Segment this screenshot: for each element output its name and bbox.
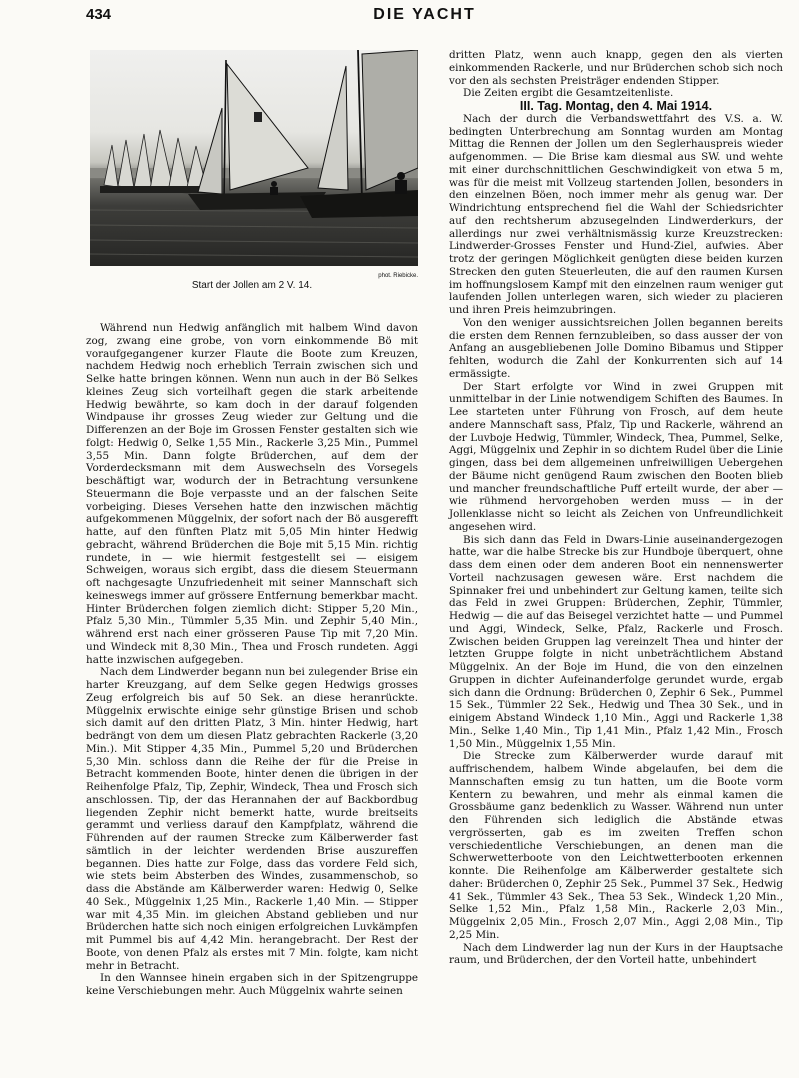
paragraph: Während nun Hedwig anfänglich mit halbem Wind davon zog, zwang eine grobe, von vorn einkommende Bö mit voraufgegangener kurzer Flaute die Boote zum Kreuzen, nachdem Hedwig noch erheblich Terrain zwischen sich und Selke hatte bringen können. Wenn nun auch in der Bö Selkes kleines Zeug sich vorteilhaft gegen die stark arbeitende Hedwig bewährte, so kam doch in der darauf folgenden Windpause ihr grosses Zeug wieder zur Geltung und die Differenzen an der Boje im Grossen Fenster gestalten sich wie folgt: Hedwig 0, Selke 1,55 Min., Rackerle 3,25 Min., Pummel 3,55 Min. Dann folgte Brüderchen, auf dem der Vorderdecksmann mit dem Auswechseln des Vorsegels beschäftigt war, wodurch der in Betrachtung versunkene Steuermann die Boje verpasste und an der falschen Seite vorbeiging. Dieses Versehen hatte den inzwischen mächtig aufgekommenen Müggelnix, der sofort nach der Bö ausgerefft hatte, auf den fünften Platz mit 5,05 Min hinter Hedwig gebracht, während Brüderchen die Boje mit 5,15 Min. richtig rundete, in — wie hiermit festgestellt sei — eisigem Schweigen, woraus sich ergibt, dass die diesem Steuermann oft nachgesagte Unzufriedenheit mit seiner Mannschaft sich keineswegs immer auf grössere Entfernung bemerkbar macht. Hinter Brüderchen folgen ziemlich dicht: Stipper 5,20 Min., Pfalz 5,30 Min., Tümmler 5,35 Min. und Zephir 5,40 Min., während erst nach einer grösseren Pause Tip mit 7,20 Min. und Windeck mit 8,30 Min., Thea und Frosch rundeten. Aggi hatte inzwischen aufgegeben. <box>86 322 418 666</box>
paragraph: Nach der durch die Verbandswettfahrt des V.S. a. W. bedingten Unterbrechung am Sonntag wurden am Montag Mittag die Rennen der Jollen um den Seglerhauspreis wieder aufgenommen. — Die Brise kam diesmal aus SW. und wehte mit einer durchschnittlichen Geschwindigkeit von etwa 5 m, was für die meist mit Vollzeug startenden Jollen, besonders in den einzelnen Böen, noch immer mehr als genug war. Der Windrichtung entsprechend fiel die Wahl der Schiedsrichter auf den rechtsherum abzusegelnden Lindwerderkurs, der allerdings nur zwei verhältnismässig kurze Kreuzstrecken: Lindwerder-Grosses Fenster und Hund-Ziel, aufwies. Aber trotz der geringen Möglichkeit genügten diese beiden kurzen Strecken den guten Steuerleuten, die auf den raumen Kursen im hoffnungslosem Kampf mit den einzelnen raum weniger gut laufenden Jollen unterlegen waren, sich wieder zu placieren und ihren Preis heimzubringen. <box>449 112 783 316</box>
figure-caption: Start der Jollen am 2 V. 14. <box>191 280 313 291</box>
paragraph: Nach dem Lindwerder begann nun bei zulegender Brise ein harter Kreuzgang, auf dem Selke gegen Hedwigs grosses Zeug erfolgreich bis auf 50 Sek. an diese heranrückte. Müggelnix erwischte einige sehr günstige Brisen und schob sich damit auf den dritten Platz, 3 Min. hinter Hedwig, hart bedrängt von dem um diesen Platz gebrachten Rackerle (3,20 Min.). Mit Stipper 4,35 Min., Pummel 5,20 und Brüderchen 5,30 Min. schloss dann die Reihe der für die Preise in Betracht kommenden Boote, hinter denen die übrigen in der Reihenfolge Pfalz, Tip, Zephir, Windeck, Thea und Frosch sich anschlossen. Tip, der das Herannahen der auf Backbordbug liegenden Zephir nicht bemerkt hatte, wurde breitseits gerammt und verliess darauf den Kampfplatz, während die Führenden auf der raumen Strecke zum Kälberwerder fast sämtlich in der leichter werdenden Brise auszureffen begannen. Dies hatte zur Folge, dass das vordere Feld sich, wie stets beim Absterben des Windes, zusammenschob, so dass die Abstände am Kälberwerder waren: Hedwig 0, Selke 40 Sek., Müggelnix 1,25 Min., Rackerle 1,40 Min. — Stipper war mit 4,35 Min. im gleichen Abstand geblieben und nur Brüderchen hatte sich noch einigen erfolgreichen Luvkämpfen mit Pummel bis auf 4,42 Min. herangebracht. Der Rest der Boote, von denen Pfalz als erstes mit 7 Min. folgte, kam nicht mehr in Betracht. <box>86 666 418 972</box>
page-header <box>86 6 763 28</box>
section-heading: III. Tag. Montag, den 4. Mai 1914. <box>519 99 713 113</box>
paragraph: Die Strecke zum Kälberwerder wurde darauf mit auffrischendem, halbem Winde abgelaufen, bei dem die Mannschaften emsig zu tun hatten, um die Boote vorm Kentern zu bewahren, und mehr als einmal kamen die Grossbäume ganz bedenklich zu Wasser. Während nun unter den Führenden sich lediglich die Abstände etwas vergrösserten, gab es im zweiten Treffen schon verschiedentliche Verschiebungen, an denen man die Schwerwetterboote von den Leichtwetterbooten erkennen konnte. Die Reihenfolge am Kälberwerder gestaltete sich daher: Brüderchen 0, Zephir 25 Sek., Pummel 37 Sek., Hedwig 41 Sek., Tümmler 43 Sek., Thea 53 Sek., Windeck 1,20 Min., Selke 1,52 Min., Pfalz 1,58 Min., Rackerle 2,03 Min., Müggelnix 2,05 Min., Frosch 2,07 Min., Aggi 2,08 Min., Tip 2,25 Min. <box>449 750 783 941</box>
running-head: DIE YACHT <box>373 6 476 23</box>
sailboats-illustration <box>90 50 418 266</box>
paragraph: Bis sich dann das Feld in Dwars-Linie auseinandergezogen hatte, war die halbe Strecke bis zur Hundboje überquert, ohne dass dem einen oder dem anderen Boot ein nennenswerter Vorteil nachzusagen gewesen wäre. Erst nachdem die Spinnaker frei und unbehindert zur Geltung kamen, teilte sich das Feld in zwei Gruppen: Brüderchen, Zephir, Tümmler, Hedwig — die auf das Beisegel verzichtet hatte — und Pummel und Aggi, Windeck, Selke, Pfalz, Rackerle und Frosch. Zwischen beiden Gruppen lag vereinzelt Thea und hinter der letzten Gruppe folgte in nicht unbeträchtlichem Abstand Müggelnix. An der Boje im Hund, die von den einzelnen Gruppen in dichter Aufeinanderfolge gerundet wurde, ergab sich dann die Ordnung: Brüderchen 0, Zephir 6 Sek., Pummel 15 Sek., Tümmler 22 Sek., Hedwig und Thea 30 Sek., und in einigem Abstand Windeck 1,10 Min., Aggi und Rackerle 1,38 Min., Selke 1,40 Min., Tip 1,41 Min., Pfalz 1,42 Min., Frosch 1,50 Min., Müggelnix 1,55 Min. <box>449 533 783 750</box>
photo-credit: phot. Riebicke. <box>378 273 418 279</box>
paragraph: dritten Platz, wenn auch knapp, gegen den als vierten einkommenden Rackerle, und nur Brüderchen schob sich noch vor den als sechsten Preisträger endenden Stipper. <box>449 49 783 87</box>
right-column <box>449 49 783 967</box>
left-column <box>86 46 418 998</box>
paragraph: Der Start erfolgte vor Wind in zwei Gruppen mit unmittelbar in der Linie notwendigem Schiften des Baumes. In Lee starteten unter Führung von Frosch, auf dem heute andere Mannschaft sass, Pfalz, Tip und Rackerle, während an der Luvboje Hedwig, Tümmler, Windeck, Thea, Pummel, Selke, Aggi, Müggelnix und Zephir in so dichtem Rudel über die Linie gingen, dass bei dem allgemeinen unfreiwilligen Uebergehen der Bäume nicht genügend Raum zwischen den Booten blieb und mancher freundschaftliche Puff erteilt wurde, der aber — wie rühmend hervorgehoben werden muss — in der Jollenklasse nicht so leicht als Zeichen von Unfreundlichkeit angesehen wird. <box>449 380 783 533</box>
regatta-photo <box>90 50 418 266</box>
paragraph: In den Wannsee hinein ergaben sich in der Spitzengruppe keine Verschiebungen mehr. Auch Müggelnix wahrte seinen <box>86 972 418 997</box>
page-number: 434 <box>86 6 112 23</box>
paragraph: Nach dem Lindwerder lag nun der Kurs in der Hauptsache raum, und Brüderchen, der den Vorteil hatte, unbehindert <box>449 941 783 967</box>
paragraph: Die Zeiten ergibt die Gesamtzeitenliste. <box>463 87 674 100</box>
paragraph: Von den weniger aussichtsreichen Jollen begannen bereits die ersten dem Rennen fernzubleiben, so dass ausser der von Anfang an ausgebliebenen Jolle Domino Bibamus und Stipper fehlten, wodurch die Zahl der Konkurrenten sich auf 14 ermässigte. <box>449 316 783 380</box>
figure <box>86 46 418 296</box>
